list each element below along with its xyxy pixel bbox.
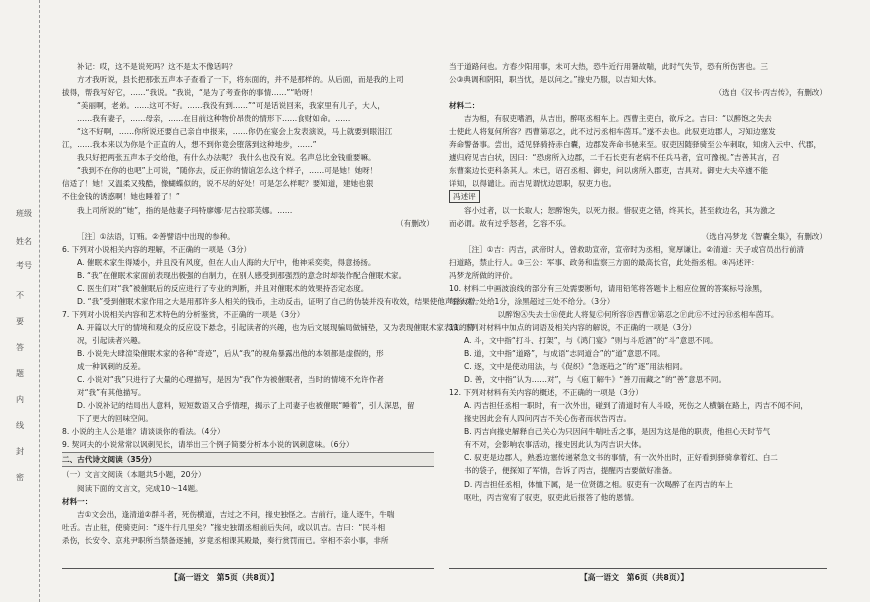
text-line: 冯梦龙所做的评价。: [449, 270, 518, 280]
text-line: 10. 材料二中画波浪线的部分有三处需要断句，请用铅笔将答题卡上相应位置的答案标号涂黑，: [449, 283, 768, 293]
text-line: D. 丙吉担任丞相，体恤下属，是一位贤德之相。驭吏有一次喝醉了在丙吉的车上: [464, 479, 733, 489]
commentary-label: 冯述评: [449, 190, 480, 203]
text-line: 江，……我本来以为你是个正直的人，想不到你竟会堕落到这种地步，……”: [62, 140, 317, 150]
binding-margin: [0, 0, 40, 602]
text-line: 扫道路，禁止行人。③三公：军事、政务和监察三方面的最高长官，此处指丞相。④冯述评：: [449, 257, 759, 267]
binding-label: 内: [16, 395, 24, 404]
page-right-column: [449, 60, 827, 504]
text-line: 阅读下面的文言文，完成10～14题。: [77, 483, 203, 493]
text-line: “我到不在你的也吧”上可说，“随你去，反正你的情谊怎么这个样子，……可是她！她呀！: [77, 166, 378, 176]
text-line: 材料二：: [449, 101, 480, 111]
page-footer-right: 【高一语文 第6页（共8页）】: [580, 573, 689, 582]
text-line: （选自冯梦龙《智囊全集》，有删改）: [701, 231, 827, 241]
text-line: C. 医生们对“我”被催眠后的反应进行了专业的判断，并且对催眠术的效果持否定态度。: [77, 283, 369, 293]
text-line: 7. 下列对小说相关内容和艺术特色的分析鉴赏，不正确的一项是（3分）: [62, 309, 305, 319]
text-line: 11. 下列对材料中加点的词语及相关内容的解说，不正确的一项是（3分）: [449, 322, 697, 332]
binding-label: 线: [16, 421, 24, 430]
page-footer-left: 【高一语文 第5页（共8页）】: [170, 573, 279, 582]
text-line: 公③典调和阴阳，职当忧，是以问之。”掾史乃服，以吉知大体。: [449, 75, 661, 85]
text-line: 士使此人将复何所容？西曹第忍之，此不过污丞相车茵耳。”遂不去也。此驭吏边郡人，习知边塞发: [449, 127, 776, 137]
binding-label: 不: [16, 291, 24, 300]
text-line: 不住金钱的诱惑啊！她也睡着了！”: [62, 192, 180, 202]
footer-rule-right: [449, 568, 827, 569]
text-line: 以醉饱Ⓐ失去士Ⓑ使此人将复Ⓒ何所容Ⓓ西曹Ⓔ第忍之Ⓕ此Ⓖ不过污Ⓗ丞相车茵耳。: [497, 309, 779, 319]
text-line: C. 逐，文中是使动用法，与《促织》“急逐趋之”的“逐”用法相同。: [464, 362, 688, 372]
text-line: 我只好把两张五声本子交给他，有什么办法呢？ 我什么也没有说。名声总比金钱重要嘛。: [77, 153, 376, 163]
binding-label: 班级: [16, 209, 32, 218]
text-line: A. 开篇以大厅的情境和观众的反应设下悬念，引起读者的兴趣，也为后文展现骗局做铺垫，又为表现催眠术家表演的情: [77, 322, 475, 332]
text-line: D. 善，文中指“认为……对”，与《庖丁解牛》“善刀而藏之”的“善”意思不同。: [464, 375, 727, 385]
text-line: 有不对，会影响农事活动，掾史因此认为丙吉识大体。: [464, 440, 647, 450]
text-line: 书的袋子，便探知了军情，告诉了丙吉，提醒丙吉要做好准备。: [464, 466, 677, 476]
text-line: [449, 190, 827, 203]
text-line: 吐舌。吉止驻，使骑吏问：“逐牛行几里矣？”掾史独谓丞相前后失问，或以讥吉。吉曰：“民斗相: [62, 522, 386, 532]
text-line: ［注］①法语，订贿。②善譬语中出现的参种。: [77, 231, 235, 241]
text-line: 我上司所说的“她”，指的是他妻子玛特廖娜·尼古拉耶芙娜。……: [77, 205, 293, 215]
text-line: （一）文言文阅读（本题共5小题，20分）: [62, 470, 206, 480]
text-line: ……我有妻子，……母亲，……在目前这种物价昂贵的情形下……食财如命。……: [77, 114, 351, 124]
text-line: D. “我”受到催眠术家作用之大是用那许多人相关的钱币，主动反击，证明了自己的伪装并没有收效，结果使他声誉大增。: [77, 296, 483, 306]
footer-rule-left: [62, 568, 434, 569]
text-line: 二、古代诗文阅读（35分）: [62, 452, 434, 467]
text-line: A. 斗，文中指“打斗、打架”，与《鸿门宴》“则与斗卮酒”的“斗”意思不同。: [464, 335, 718, 345]
text-line: 掾史因此会有人四问丙吉不关心伤者而状告丙吉。: [464, 414, 632, 424]
text-line: 9. 契诃夫的小说常常以讽刺见长，请举出三个例子简要分析本小说的讽刺意味。（6分）: [62, 440, 354, 450]
text-line: 呕吐，丙吉宽宥了驭吏，驭吏此后报答了他的恩情。: [464, 492, 639, 502]
text-line: 吉①文会出，逢清道②群斗者，死伤横道，吉过之不问，掾史独怪之。吉前行，逢人逐牛，牛喘: [77, 509, 395, 519]
text-line: 奔命警备事。尝出，适见驿骑持赤白囊，边郡发奔命书驰来至。驭吏因随驿骑至公车刺取，知虏入云中、代郡，: [449, 140, 822, 150]
text-line: 杀伤，长安令、京兆尹职所当禁备逐捕，岁竟丞相课其殿最，奏行赏罚而已。宰相不亲小事，非所: [62, 535, 389, 545]
text-line: 成一种讽刺的反差。: [77, 362, 146, 372]
text-line: C. 小说对“我”只进行了大量的心理描写，是因为“我”作为被催眠者，当时的情境不允许作者: [77, 375, 384, 385]
text-line: 方才我听说，县长把那张五声本子查看了一下，将东面的，并不是那样的。从后面，而是我的上司: [77, 75, 404, 85]
text-line: （有删改）: [396, 218, 434, 228]
text-line: 信适了！她！又温柔又残酷，像蝴蝶似的，说不尽的好处！可是怎么样呢？要知道，建她也狠: [62, 179, 374, 189]
text-line: 12. 下列对材料有关内容的概述，不正确的一项是（3分）: [449, 388, 643, 398]
text-line: D. 小说补记的结局出人意料，短短数语又合乎情理，揭示了上司妻子也被催眠“睡着”，引人深思，留: [77, 401, 415, 411]
text-line: B. 丙吉向掾史解释自己关心为只因问牛喘吐舌之事，是因为这是他的职责，他担心天时节气: [464, 427, 771, 437]
text-line: C. 驭吏是边郡人，熟悉边塞传递紧急文书的事情，有一次外出时，正好看到驿骑拿着红、白二: [464, 453, 778, 463]
text-line: A. 丙吉担任丞相一职时，有一次外出，碰到了清道时有人斗殴，死伤之人横躺在路上，丙吉不闻不问，: [464, 401, 809, 411]
text-line: 容小过者，以一长取人；恕醉饱失，以死力报。惜驭吏之错，终其长，甚至救边名，其为激之: [464, 205, 776, 215]
text-line: 而必谓。故有过乎怒者，乞容不乐。: [449, 218, 571, 228]
binding-label: 封: [16, 447, 24, 456]
text-line: 拔得，帮我写好它，……“我说。“我说，“是为了考查你的事情……”“哈呀！: [62, 88, 318, 98]
text-line: ［注］①吉：丙吉，武帝时人，曾救助宣帝，宣帝时为丞相，宽厚谦让。②清道：天子或官员出行前清: [464, 244, 805, 254]
binding-label: 姓名: [16, 237, 32, 246]
text-line: B. 小说先大肆渲染催眠术家的各种“奇迹”，后从“我”的视角暴露出他的本领都是虚假的，形: [77, 349, 384, 359]
text-line: 东曹案边长吏科条其人。未已，诏召丞相、御史，问以虏所入郡吏，吉具对。御史大夫卒遽不能: [449, 166, 768, 176]
binding-label: 答: [16, 343, 24, 352]
text-line: 对“我”有其他描写。: [77, 388, 146, 398]
text-line: 8. 小说的主人公是谁？请谈谈你的看法。（4分）: [62, 427, 225, 437]
text-line: A. 催眠术家生得矮小，并且没有风度，但在人山人海的大厅中，他神采奕奕，得意扬扬。: [77, 257, 376, 267]
text-line: 详知，以得谴让。而吉见谓忧边思职，驭吏力也。: [449, 179, 617, 189]
text-line: 况，引起读者兴趣。: [77, 335, 146, 345]
text-line: 当于道路问也。方春少阳用事，未可大热，恐牛近行用暑故喘，此时气失节，恐有所伤害也。三: [449, 62, 768, 71]
text-line: （选自《汉书·丙吉传》，有删改）: [714, 88, 827, 98]
text-line: 每涂对一处给1分，涂黑超过三处不给分。（3分）: [449, 296, 615, 306]
text-line: 下了更大的回味空间。: [77, 414, 153, 424]
text-line: B. 道，文中指“道路”，与成语“志同道合”的“道”意思不同。: [464, 349, 665, 359]
text-line: 吉为相，有驭吏嗜酒，从吉出，醉呕丞相车上。西曹主吏白，欲斥之。吉曰：“以醉饱之失去: [464, 114, 772, 124]
text-line: 6. 下列对小说相关内容的理解，不正确的一项是（3分）: [62, 244, 252, 254]
text-line: 材料一：: [62, 496, 93, 506]
text-line: “这不好啊，……你所说还要自己亲自申报来，……你仍在宴会上发表演说，马上就要到眼泪江: [77, 127, 393, 137]
binding-label: 要: [16, 317, 24, 326]
binding-label: 题: [16, 369, 24, 378]
text-line: 遽归府见吉白状，因曰：“恐虏所入边郡，二千石长吏有老病不任兵马者，宜可豫视。”吉善其言，召: [449, 153, 780, 163]
text-line: 补记：哎，这不是说死吗？这不是太不像话吗？: [77, 62, 237, 71]
text-line: B. “我”在催眠术家面前表现出极强的自制力，在别人感受到那强烈的意念时却装作配合催眠术家。: [77, 270, 407, 280]
binding-label: 考号: [16, 261, 32, 270]
binding-label: 密: [16, 473, 24, 482]
text-line: “美丽啊，老弟。……这可不好。……我没有到……”“可是话说回来，我家里有儿子，大人，: [77, 101, 385, 111]
